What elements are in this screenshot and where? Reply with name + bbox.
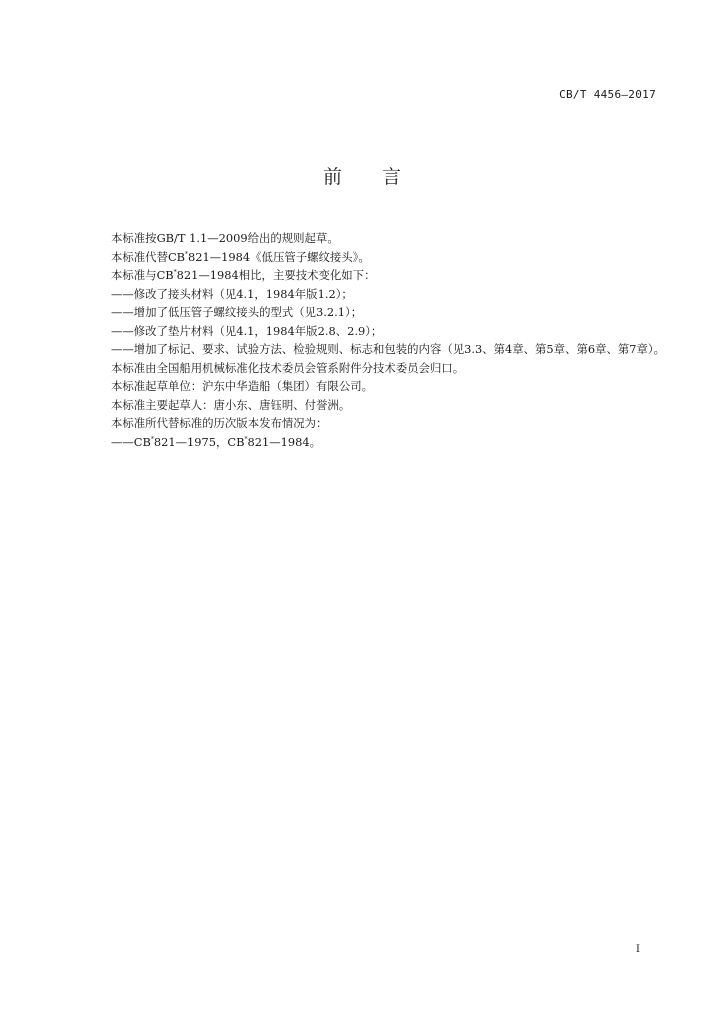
paragraph-drafting-rules: 本标准按GB/T 1.1—2009给出的规则起草。 [111, 231, 339, 245]
paragraph-history-intro: 本标准所代替标准的历次版本发布情况为： [111, 416, 328, 430]
title-char-1: 前 [322, 166, 342, 188]
title-char-2: 言 [382, 166, 402, 188]
change-item-material: ——修改了接头材料（见4.1，1984年版1.2）； [111, 286, 353, 301]
document-code: CB/T 4456—2017 [559, 88, 656, 101]
change-item-marking: ——增加了标记、要求、试验方法、检验规则、标志和包装的内容（见3.3、第4章、第5章、第6章、第7章）。 [111, 342, 665, 356]
paragraph-drafting-unit: 本标准起草单位：沪东中华造船（集团）有限公司。 [111, 379, 373, 393]
change-item-gasket: ——修改了垫片材料（见4.1，1984年版2.8、2.9）； [111, 323, 383, 338]
paragraph-drafters: 本标准主要起草人：唐小东、唐钰明、付誉洲。 [111, 397, 351, 412]
foreword-body [88, 229, 666, 451]
history-item: ——CB*821—1975，CB*821—1984。 [111, 434, 321, 449]
page-number: I [636, 944, 640, 955]
paragraph-committee: 本标准由全国船用机械标准化技术委员会管系附件分技术委员会归口。 [111, 360, 465, 375]
paragraph-changes-intro: 本标准与CB*821—1984相比，主要技术变化如下： [111, 268, 376, 282]
page-title [0, 162, 724, 189]
paragraph-replaces: 本标准代替CB*821—1984《低压管子螺纹接头》。 [111, 249, 370, 264]
change-item-type: ——增加了低压管子螺纹接头的型式（见3.2.1）； [111, 305, 363, 319]
